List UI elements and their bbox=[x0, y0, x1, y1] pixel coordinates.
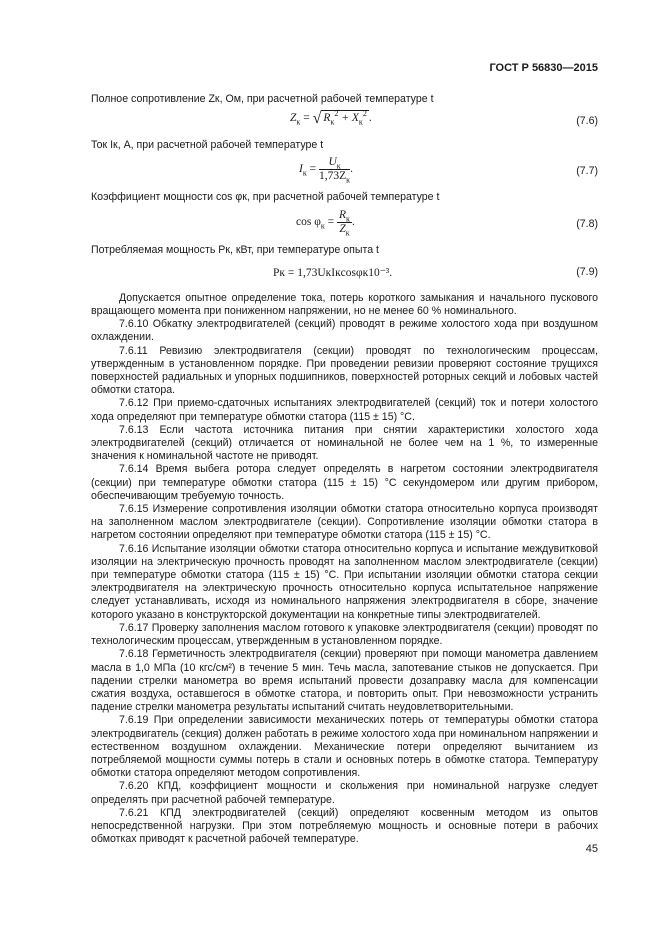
paragraph-7-6-21: 7.6.21 КПД электродвигателей (секций) определяют косвенным методом из опытов непосредственной нагрузки. При этом потребляемую мощность и основные потери в рабочих обмотках приводят к расчетной рабочей температуре. bbox=[91, 806, 598, 846]
paragraph-7-6-19: 7.6.19 При определении зависимости механических потерь от температуры обмотки статора электродвигатель (секция) должен работать в режиме холостого хода при номинальном напряжении и естественном воздушном охлаждении. Механические потери определяют вычитанием из потребляемой мощности суммы потерь в стали и основных потерь в обмотке статора. Температуру обмотки статора определяют методом сопротивления. bbox=[91, 714, 598, 780]
formula-7-6-expression: $Z_к$ = √ $R_к^2 + X_к^2$ . bbox=[290, 109, 372, 128]
formula-7-8-expression: $\cos \varphi_к$ = $\frac{R_к}{Z_к}$ . bbox=[296, 208, 355, 237]
formula-7-7-expression: $I_к$ = $\frac{U_к}{1,73Z_к}$ . bbox=[299, 156, 353, 185]
paragraph-7-6-20: 7.6.20 КПД, коэффициент мощности и скольжения при номинальной нагрузке следует определять при расчетной рабочей температуре. bbox=[91, 780, 598, 806]
formula-7-7-number: (7.7) bbox=[576, 165, 598, 178]
formula-7-6-number: (7.6) bbox=[576, 115, 598, 128]
intro-power: Потребляемая мощность Pк, кВт, при температуре опыта t bbox=[91, 243, 379, 256]
formula-7-8 bbox=[91, 209, 598, 239]
formula-7-6 bbox=[91, 110, 598, 134]
page-number: 45 bbox=[585, 843, 598, 855]
intro-power-factor: Коэффициент мощности cos φк, при расчетной рабочей температуре t bbox=[91, 191, 440, 204]
formula-7-9-expression: Pк = 1,73UкIкcosφк10⁻³. bbox=[273, 266, 393, 279]
formula-7-9-number: (7.9) bbox=[576, 265, 598, 278]
paragraph-7-6-10: 7.6.10 Обкатку электродвигателей (секций) проводят в режиме холостого хода при воздушном охлаждении. bbox=[91, 318, 598, 344]
paragraph-7-6-11: 7.6.11 Ревизию электродвигателя (секции) проводят по технологическим процессам, утвержденным в установленном порядке. При проведении ревизии проверяют состояние трущихся поверхностей радиальных и упорных подшипников, поверхностей роторных секций и лобовых частей обмотки статора. bbox=[91, 344, 598, 397]
paragraph-allowance: Допускается опытное определение тока, потерь короткого замыкания и начального пускового вращающего момента при пониженном напряжении, но не менее 60 % номинального. bbox=[91, 291, 598, 318]
paragraph-7-6-17: 7.6.17 Проверку заполнения маслом готового к упаковке электродвигателя (секции) проводят по технологическим процессам, утвержденным в установленном порядке. bbox=[91, 621, 598, 648]
intro-current: Ток Iк, А, при расчетной рабочей температуре t bbox=[91, 139, 324, 152]
intro-impedance: Полное сопротивление Zк, Ом, при расчетной рабочей температуре t bbox=[91, 93, 434, 105]
paragraph-7-6-16: 7.6.16 Испытание изоляции обмотки статора относительно корпуса и испытание междувитковой изоляции на электрическую прочность проводят на заполненном маслом электродвигателе (секции) при температуре обмотки статора (115 ± 15) °С. При испытании изоляции обмотки статора секции электродвигателя на электрическую прочность относительно корпуса испытательное напряжение следует устанавливать, исходя из номинального напряжения электродвигателя в сборе, значение которого указано в конструкторской документации на конкретные типы электродвигателей. bbox=[91, 542, 598, 621]
page-content bbox=[91, 93, 598, 846]
standard-header: ГОСТ Р 56830—2015 bbox=[489, 62, 598, 74]
paragraph-7-6-15: 7.6.15 Измерение сопротивления изоляции обмотки статора относительно корпуса производят на заполненном маслом электродвигателе (секции). Сопротивление изоляции обмотки статора в нагретом состоянии определяют при температуре обмотки статора (115 ± 15) °С. bbox=[91, 503, 598, 542]
paragraph-7-6-13: 7.6.13 Если частота источника питания при снятии характеристики холостого хода электродвигателей (секций) отличается от номинальной не более чем на 1 %, то измеренные значения к номинальной частоте не приводят. bbox=[91, 423, 598, 463]
formula-7-9 bbox=[91, 265, 598, 287]
formula-7-7 bbox=[91, 156, 598, 186]
paragraph-7-6-14: 7.6.14 Время выбега ротора следует определять в нагретом состоянии электродвигателя (секции) при температуре обмотки статора (115 ± 15) °С секундомером или другим прибором, обеспечивающим требуемую точность. bbox=[91, 463, 598, 502]
paragraph-7-6-18: 7.6.18 Герметичность электродвигателя (секции) проверяют при помощи манометра давлением масла в 1,0 МПа (10 кгс/см²) в течение 5 мин. Течь масла, запотевание стыков не допускается. При падении стрелки манометра во время испытаний провести дозаправку масла для компенсации сжатия воздуха, оставшегося в обмотке статора, и повторить опыт. При невозможности устранить падение стрелки манометра результаты испытаний считать неудовлетворительными. bbox=[91, 648, 598, 714]
paragraph-7-6-12: 7.6.12 При приемо-сдаточных испытаниях электродвигателей (секций) ток и потери холостого хода определяют при температуре обмотки статора (115 ± 15) °С. bbox=[91, 397, 598, 423]
formula-7-8-number: (7.8) bbox=[576, 217, 598, 230]
